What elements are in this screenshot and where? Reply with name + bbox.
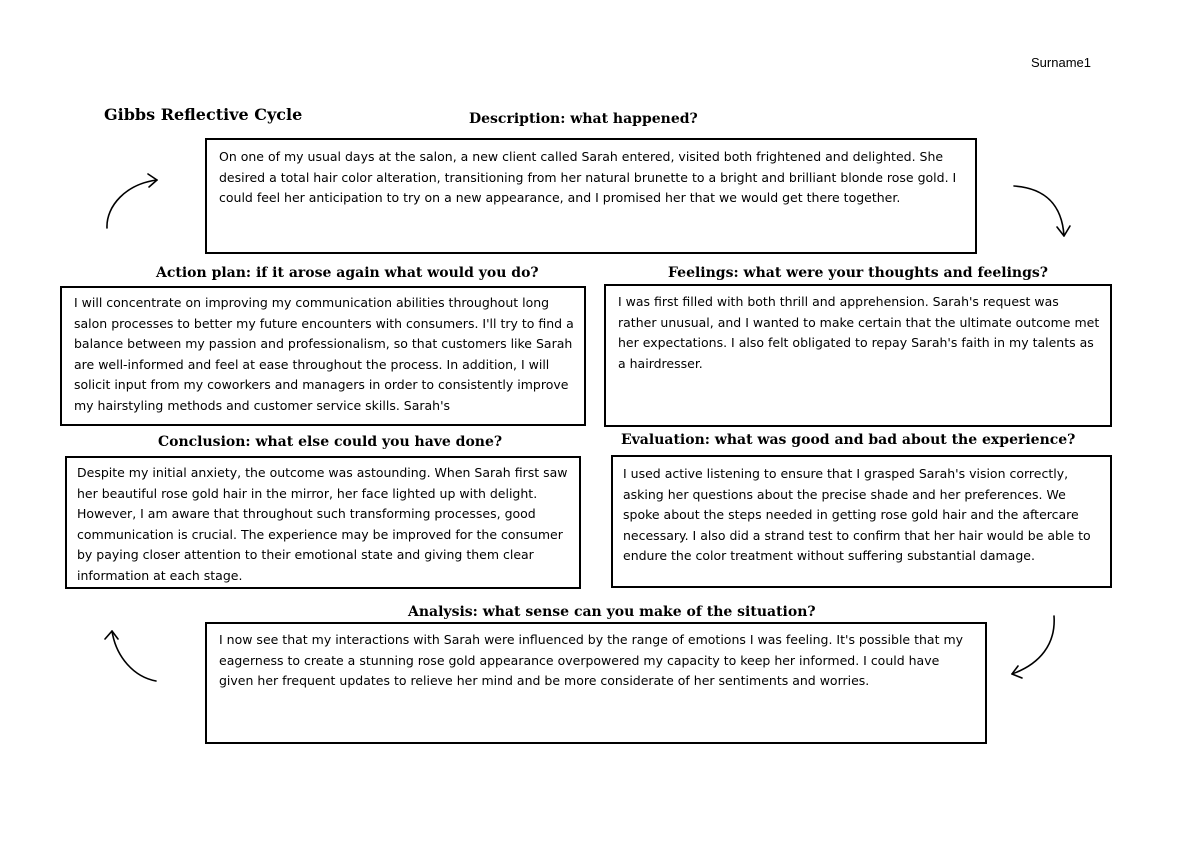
feelings-box [604,284,1112,427]
conclusion-box [65,456,581,589]
feelings-heading: Feelings: what were your thoughts and feelings? [668,265,1048,281]
analysis-heading: Analysis: what sense can you make of the situation? [408,604,816,620]
description-text: On one of my usual days at the salon, a new client called Sarah entered, visited both frightened and delighted. She desired a total hair color alteration, transitioning from her natural brunette to a bright and brilliant blonde rose gold. I could feel her anticipation to try on a new appearance, and I promised her that we would get there together. [219,149,957,205]
description-box [205,138,977,254]
analysis-box [205,622,987,744]
evaluation-box [611,455,1112,588]
action-plan-box [60,286,586,426]
action-plan-text: I will concentrate on improving my communication abilities throughout long salon processes to better my future encounters with consumers. I'll try to find a balance between my passion and professionalism, so that customers like Sarah are well-informed and feel at ease throughout the process. In addition, I will solicit input from my coworkers and managers in order to consistently improve my hairstyling methods and customer service skills. Sarah's [74,295,574,413]
evaluation-heading: Evaluation: what was good and bad about the experience? [621,432,1076,448]
curved-arrow-bottom-left-icon [100,625,164,689]
curved-arrow-top-right-icon [1010,180,1074,244]
document-title: Gibbs Reflective Cycle [104,105,303,124]
description-heading: Description: what happened? [469,111,698,127]
feelings-text: I was first filled with both thrill and apprehension. Sarah's request was rather unusual, and I wanted to make certain that the ultimate outcome met her expectations. I also felt obligated to repay Sarah's faith in my talents as a hairdresser. [618,294,1100,371]
curved-arrow-bottom-right-icon [1002,612,1066,682]
conclusion-text: Despite my initial anxiety, the outcome was astounding. When Sarah first saw her beautiful rose gold hair in the mirror, her face lighted up with delight. However, I am aware that throughout such transforming processes, good communication is crucial. The experience may be improved for the consumer by paying closer attention to their emotional state and giving them clear information at each stage. [77,465,568,583]
evaluation-text: I used active listening to ensure that I grasped Sarah's vision correctly, asking her questions about the precise shade and her preferences. We spoke about the steps needed in getting rose gold hair and the aftercare necessary. I also did a strand test to confirm that her hair would be able to endure the color treatment without suffering substantial damage. [623,466,1091,563]
action-plan-heading: Action plan: if it arose again what would you do? [156,265,539,281]
curved-arrow-top-left-icon [100,170,164,234]
conclusion-heading: Conclusion: what else could you have done? [158,434,503,450]
header-surname: Surname1 [1031,55,1091,70]
analysis-text: I now see that my interactions with Sarah were influenced by the range of emotions I was feeling. It's possible that my eagerness to create a stunning rose gold appearance overpowered my capacity to keep her informed. I could have given her frequent updates to relieve her mind and be more considerate of her sentiments and worries. [219,632,964,688]
